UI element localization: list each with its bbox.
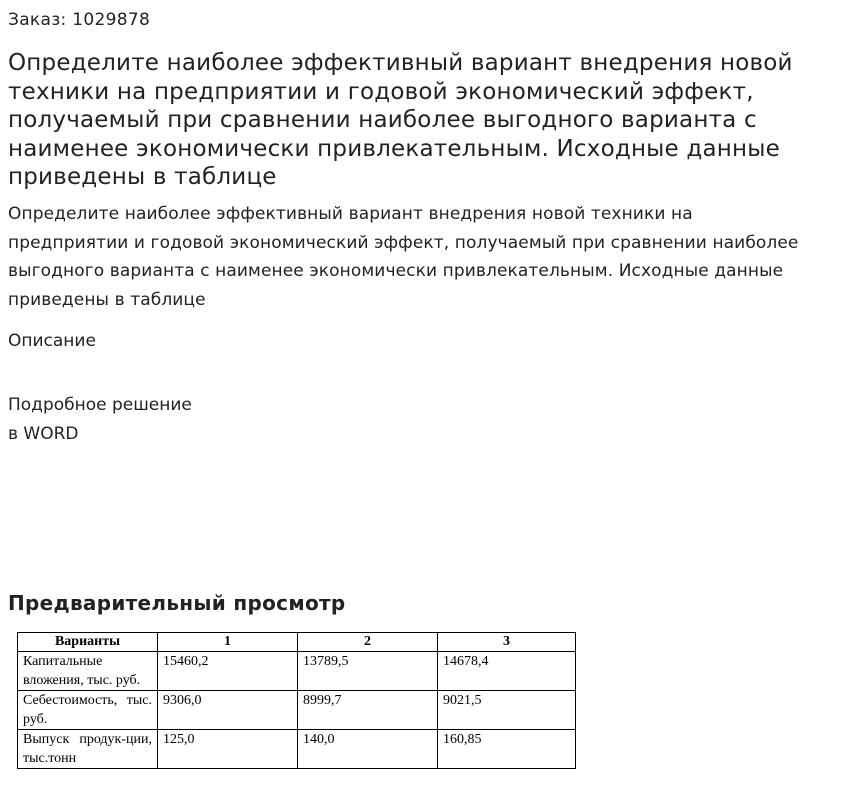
table-cell: 14678,4	[438, 652, 576, 691]
table-cell: 15460,2	[158, 652, 298, 691]
table-cell: 9021,5	[438, 691, 576, 730]
page-title: Определите наиболее эффективный вариант внедрения новой техники на предприятии и годовой экономический эффект, получаемый при сравнении наиболее выгодного варианта с наименее экономически привлекательным. Исходные данные приведены в таблице	[8, 50, 793, 190]
header-cell: Варианты	[18, 633, 158, 652]
solution-line-1: Подробное решение	[8, 395, 192, 415]
row-label: Себестоимость, тыс. руб.	[18, 691, 158, 730]
order-number: Заказ: 1029878	[8, 10, 151, 30]
table-row	[18, 691, 576, 730]
row-label: Капитальные вложения, тыс. руб.	[18, 652, 158, 691]
table-row	[18, 730, 576, 769]
row-label: Выпуск продук-ции, тыс.тонн	[18, 730, 158, 769]
header-cell: 2	[298, 633, 438, 652]
table-cell: 160,85	[438, 730, 576, 769]
table-cell: 140,0	[298, 730, 438, 769]
header-cell: 1	[158, 633, 298, 652]
task-description: Определите наиболее эффективный вариант внедрения новой техники на предприятии и годовой экономический эффект, получаемый при сравнении наиболее выгодного варианта с наименее экономически привлекательным. Исходные данные приведены в таблице	[8, 204, 799, 310]
header-cell: 3	[438, 633, 576, 652]
table-cell: 9306,0	[158, 691, 298, 730]
preview-heading: Предварительный просмотр	[8, 591, 346, 615]
description-label: Описание	[8, 331, 96, 351]
table-header-row	[18, 633, 576, 652]
solution-info	[8, 391, 192, 449]
table-cell: 13789,5	[298, 652, 438, 691]
table-cell: 125,0	[158, 730, 298, 769]
table-cell: 8999,7	[298, 691, 438, 730]
preview-table	[17, 632, 576, 769]
solution-line-2: в WORD	[8, 424, 79, 444]
table-row	[18, 652, 576, 691]
